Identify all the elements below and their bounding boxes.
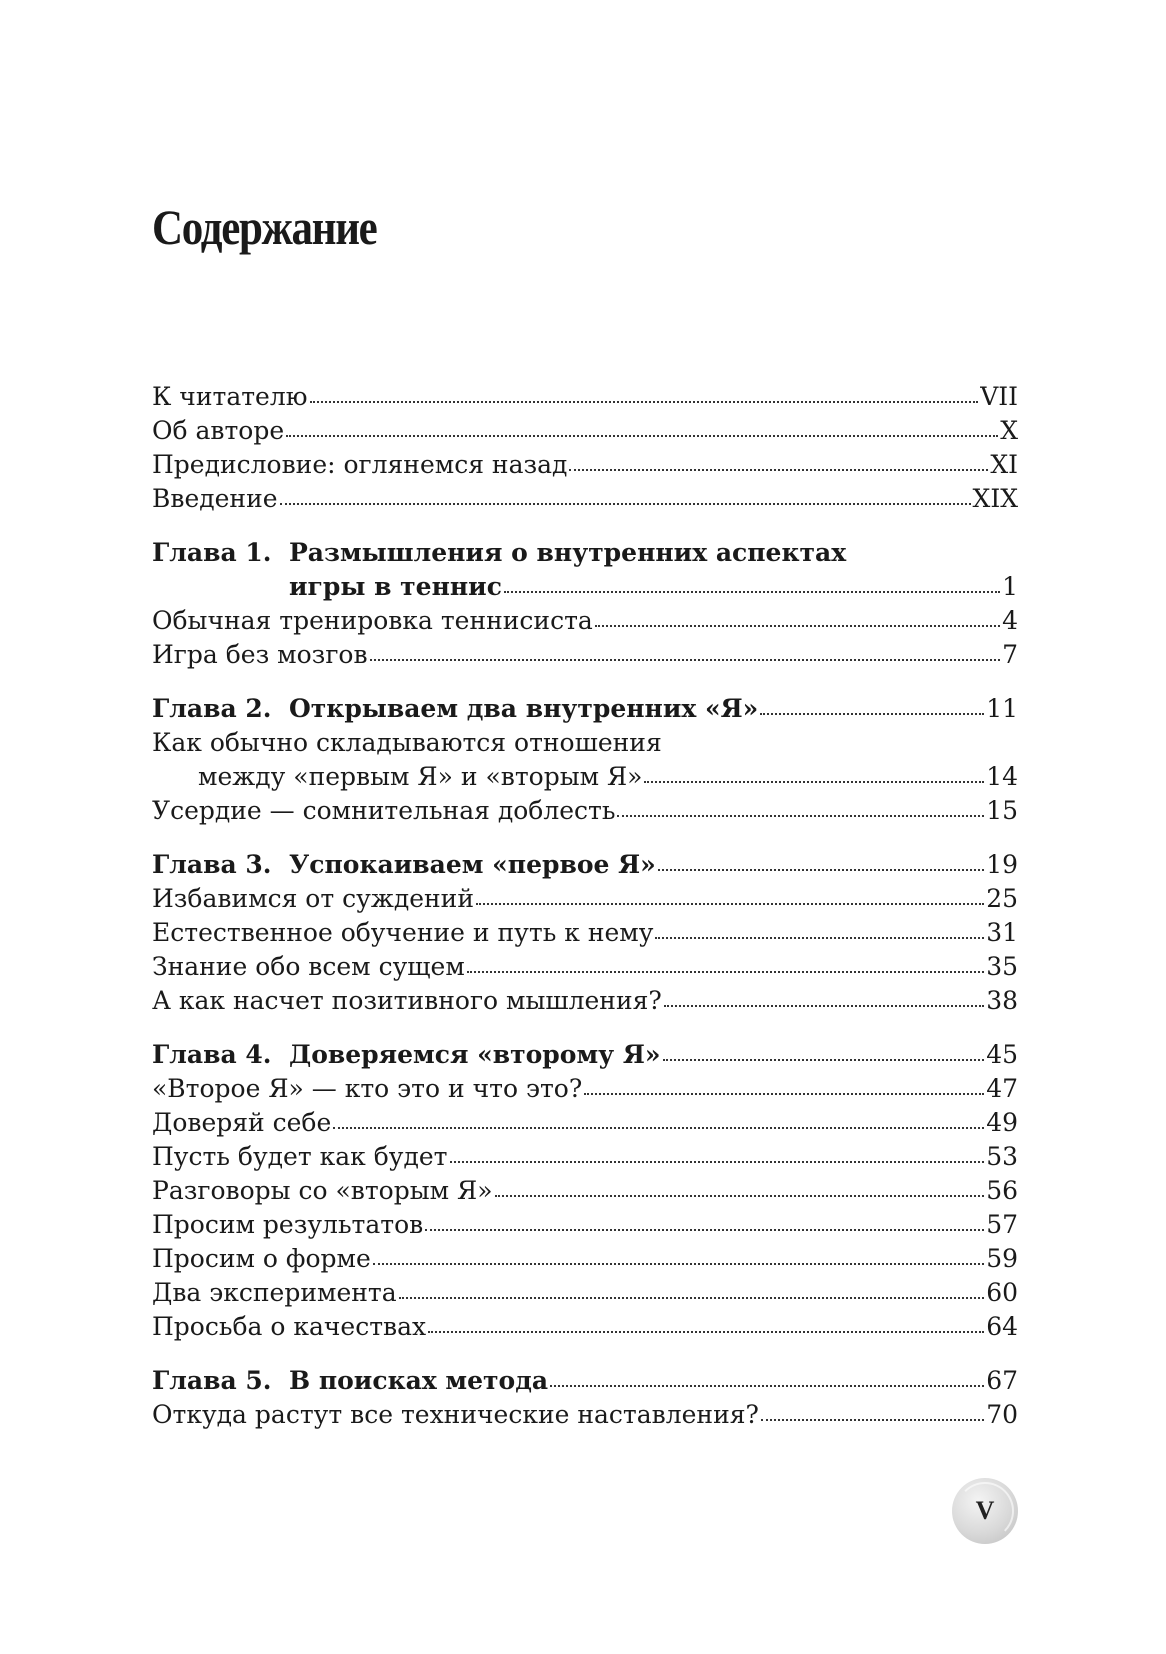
dot-leader xyxy=(310,401,979,403)
dot-leader xyxy=(280,503,971,505)
chapter-number: Глава 5. xyxy=(152,1366,272,1395)
toc-entry[interactable] xyxy=(152,794,1018,828)
toc-entry-label: Просьба о качествах xyxy=(152,1312,427,1341)
toc-entry-page: 57 xyxy=(986,1210,1018,1239)
toc-entry-page: 31 xyxy=(986,918,1018,947)
toc-entry[interactable] xyxy=(152,984,1018,1018)
dot-leader xyxy=(644,781,984,783)
toc-entry-label: Об авторе xyxy=(152,416,285,445)
dot-leader xyxy=(584,1093,984,1095)
toc-entry[interactable] xyxy=(152,1208,1018,1242)
dot-leader xyxy=(617,815,984,817)
toc-entry-label: Избавимся от суждений xyxy=(152,884,475,913)
toc-entry-label: Пусть будет как будет xyxy=(152,1142,448,1171)
toc-entry[interactable] xyxy=(152,1072,1018,1106)
toc-entry-label: Обычная тренировка теннисиста xyxy=(152,606,593,635)
toc-entry-page: 60 xyxy=(986,1278,1018,1307)
dot-leader xyxy=(399,1297,985,1299)
toc-entry-page: 56 xyxy=(986,1176,1018,1205)
toc-entry-preface[interactable] xyxy=(152,448,1018,482)
dot-leader xyxy=(569,469,988,471)
chapter-title: Открываем два внутренних «Я» xyxy=(289,694,759,723)
dot-leader xyxy=(286,435,998,437)
toc-entry-page: 15 xyxy=(986,796,1018,825)
dot-leader xyxy=(550,1385,984,1387)
toc-entry-page: 64 xyxy=(986,1312,1018,1341)
toc-entry-label: Знание обо всем сущем xyxy=(152,952,465,981)
toc-entry-page: XIX xyxy=(972,484,1018,513)
toc-entry[interactable] xyxy=(152,1276,1018,1310)
toc-entry-label: Откуда растут все технические наставления? xyxy=(152,1400,759,1429)
dot-leader xyxy=(658,869,984,871)
toc-entry-label: Усердие — сомнительная доблесть xyxy=(152,796,616,825)
toc-entry-label: Введение xyxy=(152,484,278,513)
dot-leader xyxy=(495,1195,985,1197)
toc-entry-label: А как насчет позитивного мышления? xyxy=(152,986,662,1015)
toc-entry-page: VII xyxy=(980,382,1018,411)
dot-leader xyxy=(428,1331,984,1333)
toc-entry-page: 38 xyxy=(986,986,1018,1015)
toc-entry-label: Игра без мозгов xyxy=(152,640,368,669)
chapter-number: Глава 1. xyxy=(152,538,272,567)
chapter-page: 11 xyxy=(986,694,1018,723)
toc-entry-page: 35 xyxy=(986,952,1018,981)
toc-entry[interactable] xyxy=(152,638,1018,672)
toc-entry-label: Естественное обучение и путь к нему xyxy=(152,918,654,947)
toc-entry-page: 59 xyxy=(986,1244,1018,1273)
toc-entry-label: Доверяй себе xyxy=(152,1108,332,1137)
dot-leader xyxy=(761,1419,984,1421)
toc-entry-label: К читателю xyxy=(152,382,308,411)
page-title: Содержание xyxy=(152,199,377,255)
toc-entry[interactable] xyxy=(152,1174,1018,1208)
chapter-title: В поисках метода xyxy=(289,1366,549,1395)
dot-leader xyxy=(504,591,1000,593)
dot-leader xyxy=(595,625,1000,627)
toc-entry-label: между «первым Я» и «вторым Я» xyxy=(198,762,643,791)
dot-leader xyxy=(476,903,984,905)
toc-entry-page: 4 xyxy=(1002,606,1018,635)
toc-entry-page: 7 xyxy=(1002,640,1018,669)
toc-entry-page: 53 xyxy=(986,1142,1018,1171)
dot-leader xyxy=(370,659,1001,661)
toc-entry-to-reader[interactable] xyxy=(152,380,1018,414)
toc-entry-label: Предисловие: оглянемся назад xyxy=(152,450,568,479)
table-of-contents xyxy=(152,380,1018,1432)
chapter-4-heading[interactable] xyxy=(152,1038,1018,1072)
toc-entry-label: Просим о форме xyxy=(152,1244,371,1273)
toc-entry-line2[interactable] xyxy=(152,760,1018,794)
chapter-title: Доверяемся «второму Я» xyxy=(289,1040,661,1069)
chapter-page: 67 xyxy=(986,1366,1018,1395)
toc-entry-page: 14 xyxy=(986,762,1018,791)
toc-entry-page: X xyxy=(1000,416,1018,445)
chapter-number: Глава 2. xyxy=(152,694,272,723)
chapter-1-heading[interactable] xyxy=(152,536,1018,570)
dot-leader xyxy=(655,937,984,939)
toc-entry-label: Два эксперимента xyxy=(152,1278,397,1307)
toc-entry-introduction[interactable] xyxy=(152,482,1018,516)
dot-leader xyxy=(373,1263,984,1265)
toc-entry-label: Разговоры со «вторым Я» xyxy=(152,1176,493,1205)
chapter-title-cont: игры в теннис xyxy=(289,572,502,601)
toc-entry[interactable] xyxy=(152,950,1018,984)
chapter-title: Размышления о внутренних аспектах xyxy=(289,538,847,567)
chapter-page: 19 xyxy=(986,850,1018,879)
toc-entry[interactable] xyxy=(152,1398,1018,1432)
toc-entry-page: 47 xyxy=(986,1074,1018,1103)
chapter-3-heading[interactable] xyxy=(152,848,1018,882)
toc-entry[interactable] xyxy=(152,916,1018,950)
toc-entry[interactable] xyxy=(152,882,1018,916)
toc-entry[interactable] xyxy=(152,1106,1018,1140)
dot-leader xyxy=(664,1005,984,1007)
toc-entry-page: 70 xyxy=(986,1400,1018,1429)
toc-entry[interactable] xyxy=(152,1242,1018,1276)
chapter-1-heading-cont[interactable] xyxy=(152,570,1018,604)
chapter-title: Успокаиваем «первое Я» xyxy=(289,850,656,879)
dot-leader xyxy=(760,713,984,715)
toc-entry[interactable] xyxy=(152,1140,1018,1174)
dot-leader xyxy=(425,1229,984,1231)
toc-entry[interactable] xyxy=(152,604,1018,638)
toc-entry[interactable] xyxy=(152,1310,1018,1344)
page-number-badge xyxy=(952,1478,1018,1544)
chapter-page: 45 xyxy=(986,1040,1018,1069)
chapter-5-heading[interactable] xyxy=(152,1364,1018,1398)
chapter-number: Глава 4. xyxy=(152,1040,272,1069)
toc-entry-about-author[interactable] xyxy=(152,414,1018,448)
toc-entry-page: 49 xyxy=(986,1108,1018,1137)
dot-leader xyxy=(450,1161,985,1163)
dot-leader xyxy=(333,1127,984,1129)
chapter-2-heading[interactable] xyxy=(152,692,1018,726)
toc-entry-line1[interactable]: Как обычно складываются отношения xyxy=(152,728,662,757)
chapter-number: Глава 3. xyxy=(152,850,272,879)
toc-entry-label: Просим результатов xyxy=(152,1210,424,1239)
page-number: V xyxy=(975,1496,995,1525)
toc-entry-label: «Второе Я» — кто это и что это? xyxy=(152,1074,583,1103)
dot-leader xyxy=(663,1059,985,1061)
chapter-page: 1 xyxy=(1002,572,1018,601)
dot-leader xyxy=(467,971,984,973)
toc-entry-page: XI xyxy=(990,450,1018,479)
toc-entry-page: 25 xyxy=(986,884,1018,913)
